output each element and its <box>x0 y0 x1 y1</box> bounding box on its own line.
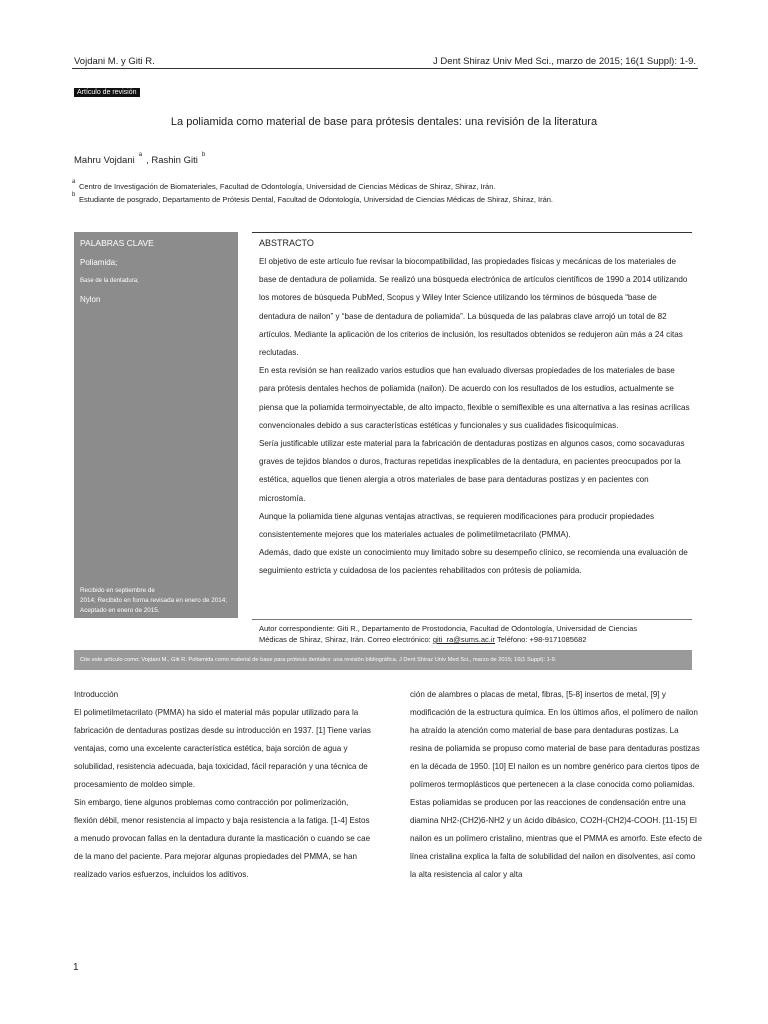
running-header-authors: Vojdani M. y Giti R. <box>74 56 155 67</box>
citation-bar: Cite este artículo como: Vojdani M., Giti R. Poliamida como material de base para prótesis dentales: una revisión bibliográfica. J Dent Shiraz Univ Med Sci., marzo de 2015; 16(1 Suppl): 1-9. <box>74 650 692 670</box>
email-link[interactable]: giti_ra@sums.ac.ir <box>432 635 496 644</box>
keywords-sidebar <box>74 232 238 618</box>
page-number: 1 <box>73 962 79 973</box>
abstract-body <box>259 253 691 581</box>
section-heading: Introducción <box>74 690 119 699</box>
affiliation-b: b Estudiante de posgrado, Departamento de Prótesis Dental, Facultad de Odontología, Universidad de Ciencias Médicas de Shiraz, Shiraz, Irán. <box>72 192 554 204</box>
abstract-heading: ABSTRACTO <box>259 238 314 248</box>
author-superscript: b <box>201 152 206 158</box>
author-name: , Rashin Giti <box>146 155 198 166</box>
header-rule <box>72 68 698 69</box>
abstract-paragraph: Además, dado que existe un conocimiento muy limitado sobre su desempeño clínico, se recomienda una evaluación de seguimiento estricta y cuidadosa de los pacientes rehabilitados con prótesis de poliamida. <box>259 548 688 576</box>
keyword: Nylon <box>80 295 101 304</box>
body-paragraph: Sin embargo, tiene algunos problemas como contracción por polimerización, flexión débil, menor resistencia al impacto y baja resistencia a la fatiga. [1-4] Estos a menudo provocan fallas en la dentadura durante la masticación o cuando se cae de la mano del paciente. Para mejorar algunas propiedades del PMMA, se han realizado varios esfuerzos, incluidos los aditivos. <box>74 798 371 879</box>
article-title: La poliamida como material de base para prótesis dentales: una revisión de la literatura <box>170 116 598 128</box>
abstract-paragraph: El objetivo de este artículo fue revisar la biocompatibilidad, las propiedades físicas y mecánicas de los materiales de base de dentadura de poliamida. Se realizó una búsqueda electrónica de artículos científicos de 1990 a 2014 utilizando los motores de búsqueda PubMed, Scopus y Wiley Inter Science utilizando los términos de búsqueda “base de dentadura de nailon” y “base de dentadura de poliamida”. La búsqueda de las palabras clave arrojó un total de 82 artículos. Mediante la aplicación de los criterios de inclusión, los resultados obtenidos se redujeron aún más a 24 citas reclutadas. <box>259 257 688 358</box>
keywords-heading: PALABRAS CLAVE <box>80 238 154 248</box>
running-header-journal: J Dent Shiraz Univ Med Sci., marzo de 2015; 16(1 Suppl): 1-9. <box>433 56 696 67</box>
abstract-paragraph: Sería justificable utilizar este material para la fabricación de dentaduras postizas en algunos casos, como socavaduras graves de tejidos blandos o duros, fracturas repetidas inexplicables de la dentadura, en pacientes preocupados por la estética, aquellos que tienen alergia a otros materiales de base para dentaduras postizas y en pacientes con microstomía. <box>259 439 685 503</box>
author-name: Mahru Vojdani <box>74 155 135 166</box>
received-dates: Recibido en septiembre de 2014; Recibido en forma revisada en enero de 2014; Aceptado en enero de 2015. <box>80 587 228 614</box>
correspondence: Autor correspondiente: Giti R., Departamento de Prostodoncia, Facultad de Odontología, Universidad de Ciencias Médicas de Shiraz, Shiraz, Irán. Correo electrónico: giti_ra@sums.ac.ir Teléfono: +98-9171085682 <box>259 624 638 644</box>
body-column-left <box>74 686 374 884</box>
body-paragraph: El polimetilmetacrilato (PMMA) ha sido el material más popular utilizado para la fabricación de dentaduras postizas desde su introducción en 1937. [1] Tiene varias ventajas, como una excelente característica estética, baja sorción de agua y solubilidad, resistencia adecuada, baja toxicidad, fácil reparación y una técnica de procesamiento de moldeo simple. <box>74 708 371 789</box>
abstract-paragraph: Aunque la poliamida tiene algunas ventajas atractivas, se requieren modificaciones para producir propiedades consistentemente mejores que los materiales actuales de polimetilmetacrilato (PMMA). <box>259 511 655 540</box>
author-list <box>74 152 209 166</box>
keyword: Base de la dentadura; <box>80 278 139 284</box>
keyword: Poliamida; <box>80 258 118 267</box>
body-paragraph: ción de alambres o placas de metal, fibras, [5-8] insertos de metal, [9] y modificación de la estructura química. En los últimos años, el polímero de nailon ha atraído la atención como material de base para dentaduras postizas. La resina de poliamida se propuso como material de base para dentaduras postizas en la década de 1950. [10] El nailon es un nombre genérico para ciertos tipos de polímeros termoplásticos que pertenecen a la clase conocida como poliamidas. Estas poliamidas se producen por las reacciones de condensación entre una diamina NH2-(CH2)6-NH2 y un ácido dibásico, CO2H-(CH2)4-COOH. [11-15] El nailon es un polímero cristalino, mientras que el PMMA es amorfo. Este efecto de línea cristalina explica la falta de solubilidad del nailon en disolventes, así como la alta resistencia al calor y alta <box>410 690 702 879</box>
body-column-right <box>410 686 702 884</box>
affiliations <box>72 180 553 206</box>
abstract-rule <box>252 232 692 233</box>
correspondence-rule <box>252 619 692 620</box>
author-superscript: a <box>138 152 143 158</box>
affiliation-a: a Centro de Investigación de Biomateriales, Facultad de Odontología, Universidad de Ciencias Médicas de Shiraz, Shiraz, Irán. <box>72 179 496 191</box>
abstract-paragraph: En esta revisión se han realizado varios estudios que han evaluado diversas propiedades de los materiales de base para prótesis dentales hechos de poliamida (nailon). De acuerdo con los resultados de los estudios, actualmente se piensa que la poliamida termoinyectable, de alto impacto, flexible o semiflexible es una alternativa a las resinas acrílicas convencionales debido a sus características estéticas y funcionales y sus cualidades fisicoquímicas. <box>259 366 690 430</box>
article-type-badge: Artículo de revisión <box>74 88 140 97</box>
